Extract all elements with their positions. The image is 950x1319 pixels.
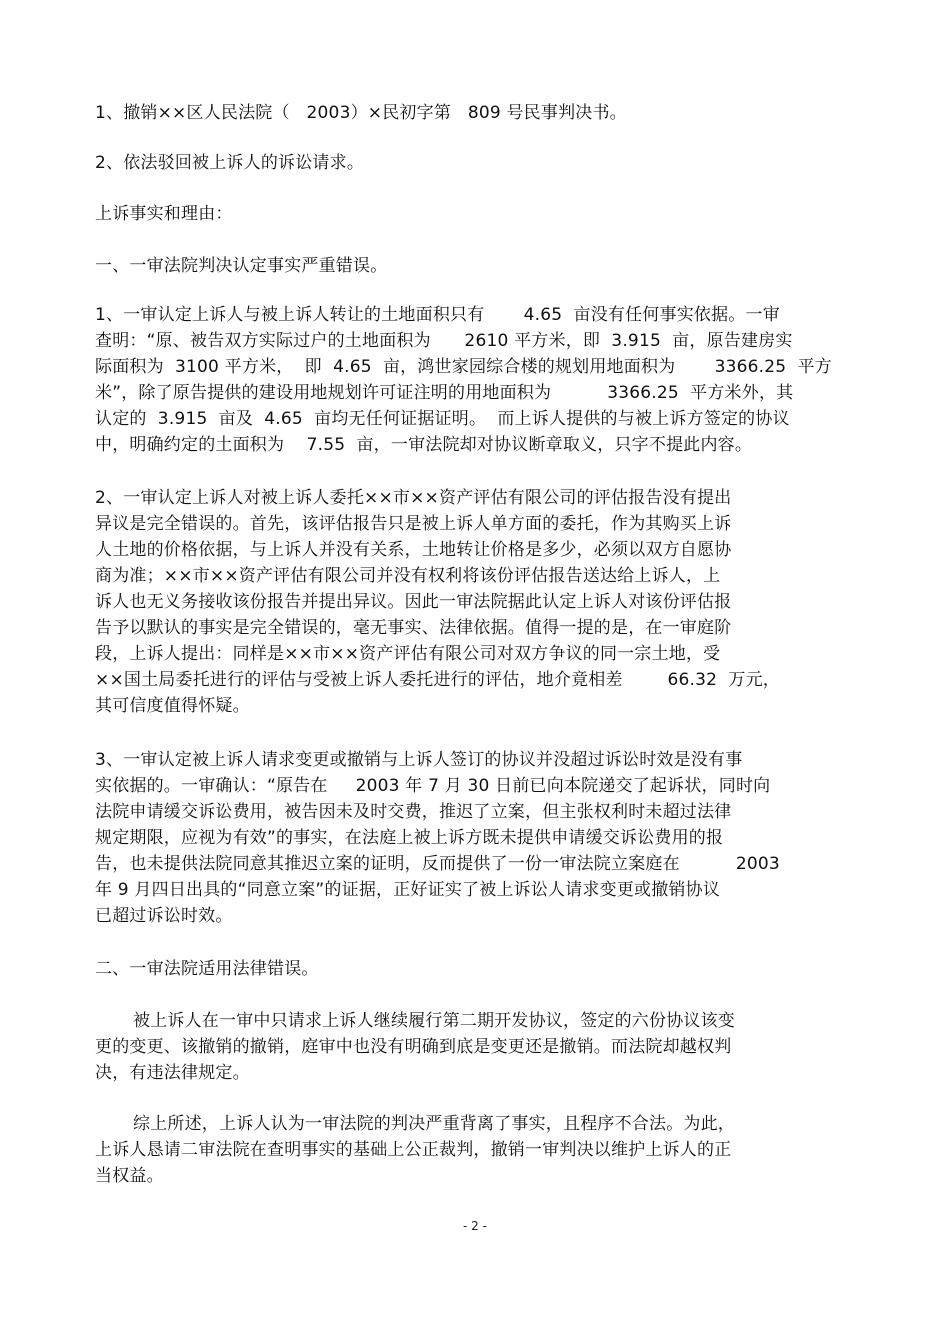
point-3-line-1: 3、一审认定被上诉人请求变更或撤销与上诉人签订的协议并没超过诉讼时效是没有事 [95, 750, 743, 770]
point-2-line-6: 告予以默认的事实是完全错误的，毫无事实、法律依据。值得一提的是，在一审庭阶 [95, 618, 732, 638]
point-3-line-4: 规定期限，应视为有效”的事实，在法庭上被上诉方既未提供申请缓交诉讼费用的报 [95, 828, 724, 848]
point-3-line-7: 已超过诉讼时效。 [95, 906, 233, 926]
conclusion-line-1: 综上所述，上诉人认为一审法院的判决严重背离了事实，且程序不合法。为此， [133, 1114, 735, 1134]
point-1-line-1: 1、一审认定上诉人与被上诉人转让的土地面积只有 4.65 亩没有任何事实依据。一审 [95, 305, 780, 325]
point-1-line-2: 查明：“原、被告双方实际过户的土地面积为 2610 平方米，即 3.915 亩，原告建房实 [95, 331, 793, 351]
point-2-line-3: 人土地的价格依据，与上诉人并没有关系，土地转让价格是多少，必须以双方自愿协 [95, 540, 732, 560]
point-3-line-2: 实依据的。一审确认：“原告在 2003 年 7 月 30 日前已向本院递交了起诉状，同时向 [95, 776, 771, 796]
point-2-line-1: 2、一审认定上诉人对被上诉人委托××市××资产评估有限公司的评估报告没有提出 [95, 488, 732, 508]
section-2-heading: 二、一审法院适用法律错误。 [95, 959, 319, 979]
point-1-line-6: 中，明确约定的土面积为 7.55 亩，一审法院却对协议断章取义，只字不提此内容。 [95, 435, 753, 455]
section-2-body-line-1: 被上诉人在一审中只请求上诉人继续履行第二期开发协议，签定的六份协议该变 [133, 1011, 735, 1031]
conclusion-line-2: 上诉人恳请二审法院在查明事实的基础上公正裁判，撤销一审判决以维护上诉人的正 [95, 1140, 732, 1160]
point-3-line-5: 告，也未提供法院同意其推迟立案的证明，反而提供了一份一审法院立案庭在 2003 [95, 854, 780, 874]
facts-heading: 上诉事实和理由： [95, 204, 233, 224]
point-3-line-6: 年 9 月四日出具的“同意立案”的证据，正好证实了被上诉讼人请求变更或撤销协议 [95, 880, 721, 900]
page-number: - 2 - [463, 1219, 487, 1233]
point-2-line-9: 其可信度值得怀疑。 [95, 696, 250, 716]
point-2-line-8: ××国土局委托进行的评估与受被上诉人委托进行的评估，地介竟相差 66.32 万元， [95, 670, 780, 690]
point-2-line-4: 商为准；××市××资产评估有限公司并没有权利将该份评估报告送达给上诉人，上 [95, 566, 721, 586]
point-2-line-7: 段，上诉人提出：同样是××市××资产评估有限公司对双方争议的同一宗土地，受 [95, 644, 721, 664]
request-1-text: 1、撤销××区人民法院（ 2003）×民初字第 809 号民事判决书。 [95, 103, 627, 123]
point-1-line-3: 际面积为 3100 平方米， 即 4.65 亩，鸿世家园综合楼的规划用地面积为 3366.25 平方 [95, 357, 832, 377]
section-2-body-line-3: 决，有违法律规定。 [95, 1063, 250, 1083]
section-1-heading: 一、一审法院判决认定事实严重错误。 [95, 256, 388, 276]
point-3-line-3: 法院申请缓交诉讼费用，被告因未及时交费，推迟了立案，但主张权利时未超过法律 [95, 802, 732, 822]
conclusion-line-3: 当权益。 [95, 1166, 164, 1186]
point-2-line-2: 异议是完全错误的。首先，该评估报告只是被上诉人单方面的委托，作为其购买上诉 [95, 514, 732, 534]
request-2-text: 2、依法驳回被上诉人的诉讼请求。 [95, 153, 365, 173]
point-1-line-4: 米”，除了原告提供的建设用地规划许可证注明的用地面积为 3366.25 平方米外，其 [95, 383, 794, 403]
point-1-line-5: 认定的 3.915 亩及 4.65 亩均无任何证据证明。 而上诉人提供的与被上诉方签定的协议 [95, 409, 790, 429]
point-2-line-5: 诉人也无义务接收该份报告并提出异议。因此一审法院据此认定上诉人对该份评估报 [95, 592, 732, 612]
section-2-body-line-2: 更的变更、该撤销的撤销，庭审中也没有明确到底是变更还是撤销。而法院却越权判 [95, 1037, 732, 1057]
